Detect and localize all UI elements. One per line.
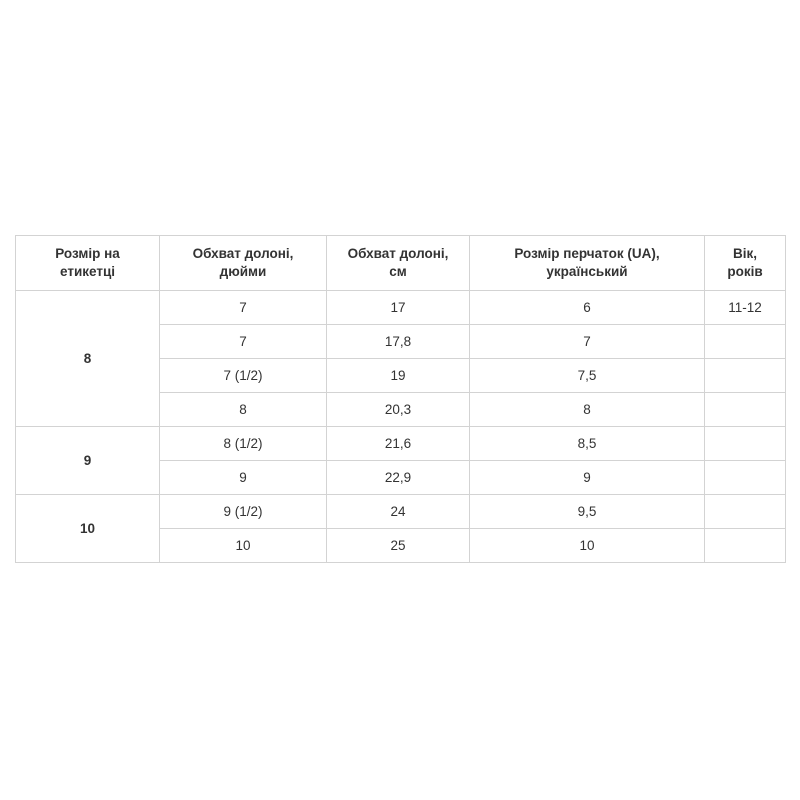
header-line: см — [389, 264, 407, 279]
palm-inches-cell: 8 (1/2) — [160, 427, 327, 461]
glove-size-ua-cell: 8 — [470, 393, 705, 427]
glove-size-ua-cell: 8,5 — [470, 427, 705, 461]
palm-cm-cell: 19 — [327, 359, 470, 393]
age-cell — [705, 393, 786, 427]
palm-inches-cell: 7 (1/2) — [160, 359, 327, 393]
header-line: дюйми — [219, 264, 267, 279]
age-cell — [705, 359, 786, 393]
palm-inches-cell: 9 (1/2) — [160, 495, 327, 529]
header-line: етикетці — [60, 264, 115, 279]
header-line: Обхват долоні, — [347, 246, 449, 261]
label-size-cell: 8 — [16, 291, 160, 427]
header-label-size — [16, 236, 160, 291]
palm-inches-cell: 8 — [160, 393, 327, 427]
palm-cm-cell: 20,3 — [327, 393, 470, 427]
header-line: Розмір на — [55, 246, 120, 261]
label-size-cell: 9 — [16, 427, 160, 495]
palm-cm-cell: 25 — [327, 529, 470, 563]
header-palm-inches — [160, 236, 327, 291]
age-cell — [705, 461, 786, 495]
glove-size-ua-cell: 7 — [470, 325, 705, 359]
palm-inches-cell: 9 — [160, 461, 327, 495]
glove-size-table — [15, 235, 786, 563]
glove-size-ua-cell: 6 — [470, 291, 705, 325]
age-cell — [705, 529, 786, 563]
palm-cm-cell: 17 — [327, 291, 470, 325]
palm-cm-cell: 17,8 — [327, 325, 470, 359]
header-line: років — [727, 264, 763, 279]
age-cell — [705, 427, 786, 461]
header-line: український — [546, 264, 628, 279]
label-size-cell: 10 — [16, 495, 160, 563]
table-row — [16, 495, 786, 529]
age-cell: 11-12 — [705, 291, 786, 325]
age-cell — [705, 325, 786, 359]
glove-size-ua-cell: 7,5 — [470, 359, 705, 393]
palm-inches-cell: 10 — [160, 529, 327, 563]
header-line: Розмір перчаток (UA), — [514, 246, 660, 261]
header-line: Обхват долоні, — [192, 246, 294, 261]
palm-cm-cell: 24 — [327, 495, 470, 529]
palm-cm-cell: 21,6 — [327, 427, 470, 461]
header-line: Вік, — [732, 246, 757, 261]
header-palm-cm — [327, 236, 470, 291]
palm-inches-cell: 7 — [160, 291, 327, 325]
age-cell — [705, 495, 786, 529]
table-row — [16, 291, 786, 325]
palm-cm-cell: 22,9 — [327, 461, 470, 495]
glove-size-ua-cell: 9,5 — [470, 495, 705, 529]
glove-size-ua-cell: 10 — [470, 529, 705, 563]
table-body — [16, 291, 786, 563]
header-age — [705, 236, 786, 291]
header-row — [16, 236, 786, 291]
glove-size-ua-cell: 9 — [470, 461, 705, 495]
header-glove-size-ua — [470, 236, 705, 291]
palm-inches-cell: 7 — [160, 325, 327, 359]
table-row — [16, 427, 786, 461]
table-header — [16, 236, 786, 291]
